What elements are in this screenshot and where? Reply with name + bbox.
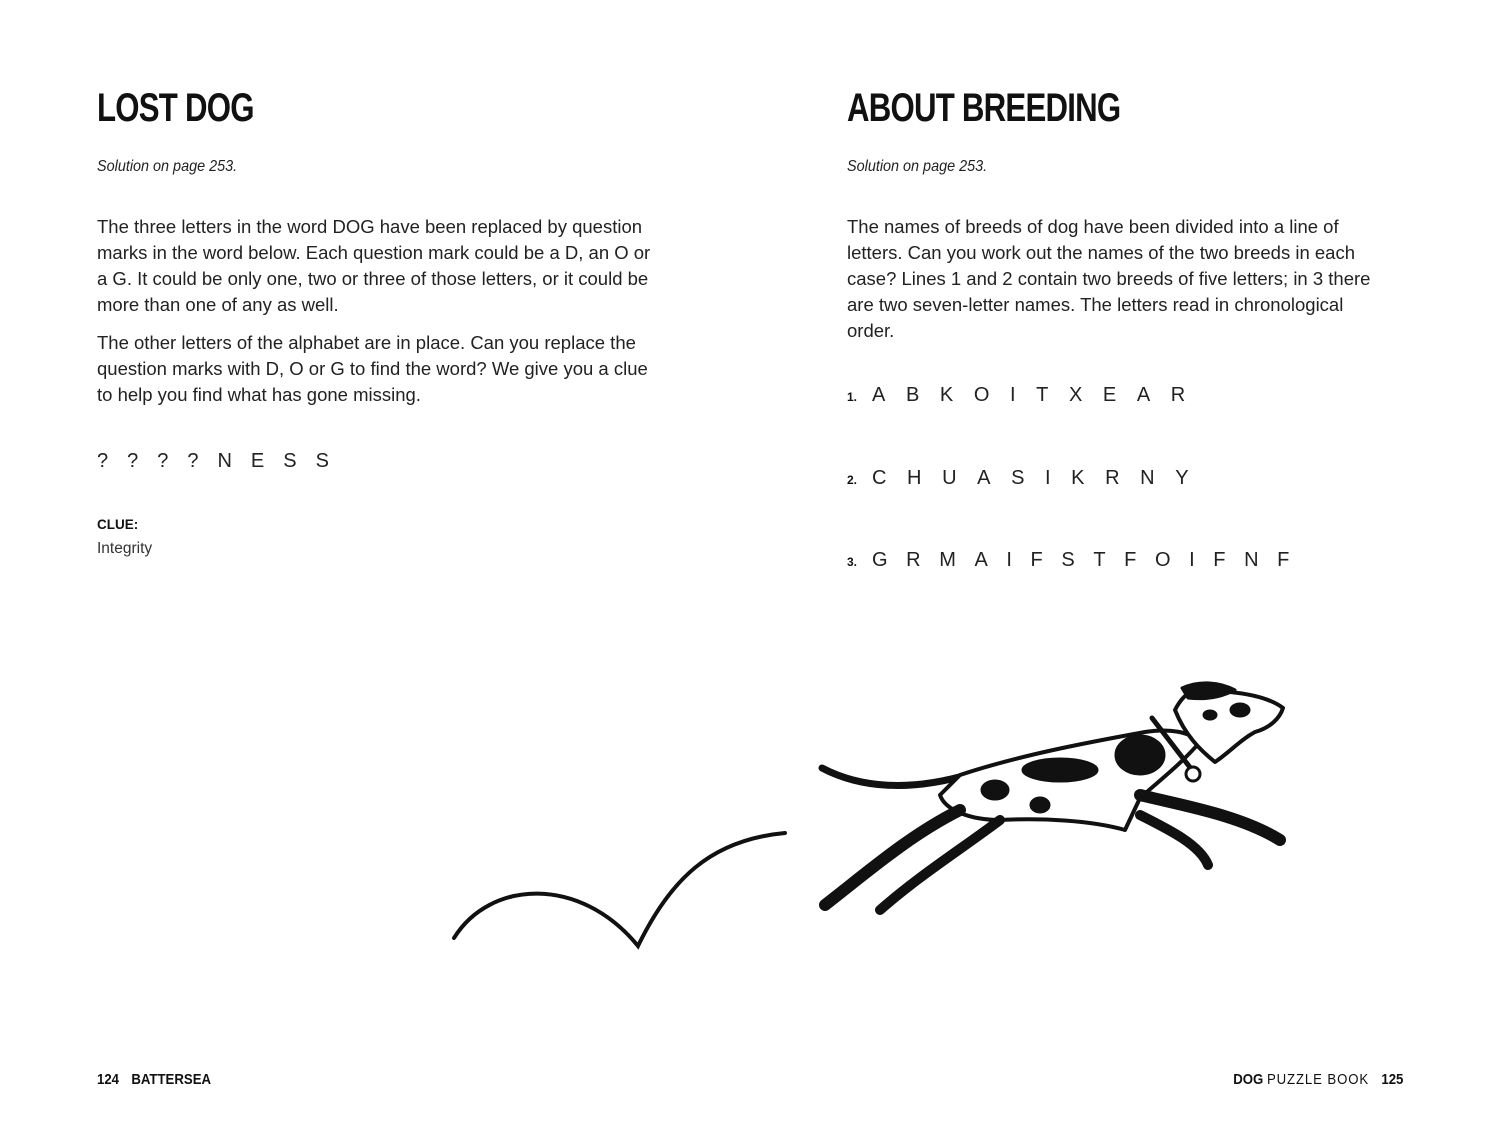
breed-puzzle-line-3 bbox=[847, 549, 1308, 572]
puzzle-letters: ABKOITXEAR bbox=[872, 384, 1206, 406]
puzzle-letters: GRMAIFSTFOIFNF bbox=[872, 549, 1308, 571]
lost-dog-title: LOST DOG bbox=[97, 86, 254, 130]
puzzle-number: 1. bbox=[847, 390, 858, 404]
lost-dog-paragraph-2: The other letters of the alphabet are in place. Can you replace the question marks with D, O or G to find the word? We give you a clue to help you find what has gone missing. bbox=[97, 332, 648, 405]
puzzle-number: 2. bbox=[847, 473, 858, 487]
book-title-bold: DOG bbox=[1232, 1071, 1263, 1088]
footer-left bbox=[97, 1071, 211, 1088]
about-breeding-solution-note: Solution on page 253. bbox=[847, 158, 988, 175]
book-title-rest: PUZZLE BOOK bbox=[1266, 1071, 1369, 1088]
lost-dog-solution-note: Solution on page 253. bbox=[97, 158, 238, 175]
puzzle-letters: CHUASIKRNY bbox=[872, 467, 1210, 489]
lost-dog-puzzle-word: ????NESS bbox=[97, 450, 348, 472]
footer-right bbox=[1233, 1071, 1403, 1088]
clue-text: Integrity bbox=[97, 540, 153, 557]
page-number-left: 124 bbox=[97, 1071, 120, 1088]
dog-icon bbox=[822, 683, 1283, 910]
publisher-name: BATTERSEA bbox=[131, 1071, 212, 1088]
about-breeding-paragraph: The names of breeds of dog have been divided into a line of letters. Can you work out the names of the two breeds in each case? Lines 1 and 2 contain two breeds of five letters; in 3 there are two seven-letter names. The letters read in chronological order. bbox=[847, 216, 1371, 341]
clue-label: CLUE: bbox=[97, 517, 139, 532]
running-dog-illustration bbox=[440, 670, 1300, 970]
bounce-trail bbox=[454, 833, 785, 946]
breed-puzzle-line-2 bbox=[847, 467, 1209, 490]
puzzle-number: 3. bbox=[847, 555, 858, 569]
breed-puzzle-line-1 bbox=[847, 384, 1206, 407]
lost-dog-paragraph-1: The three letters in the word DOG have been replaced by question marks in the word below. Each question mark could be a D, an O or a G. It could be only one, two or three of those letters, or it could be more than one of any as well. bbox=[97, 216, 651, 315]
page-number-right: 125 bbox=[1380, 1071, 1403, 1088]
about-breeding-title: ABOUT BREEDING bbox=[847, 86, 1121, 130]
